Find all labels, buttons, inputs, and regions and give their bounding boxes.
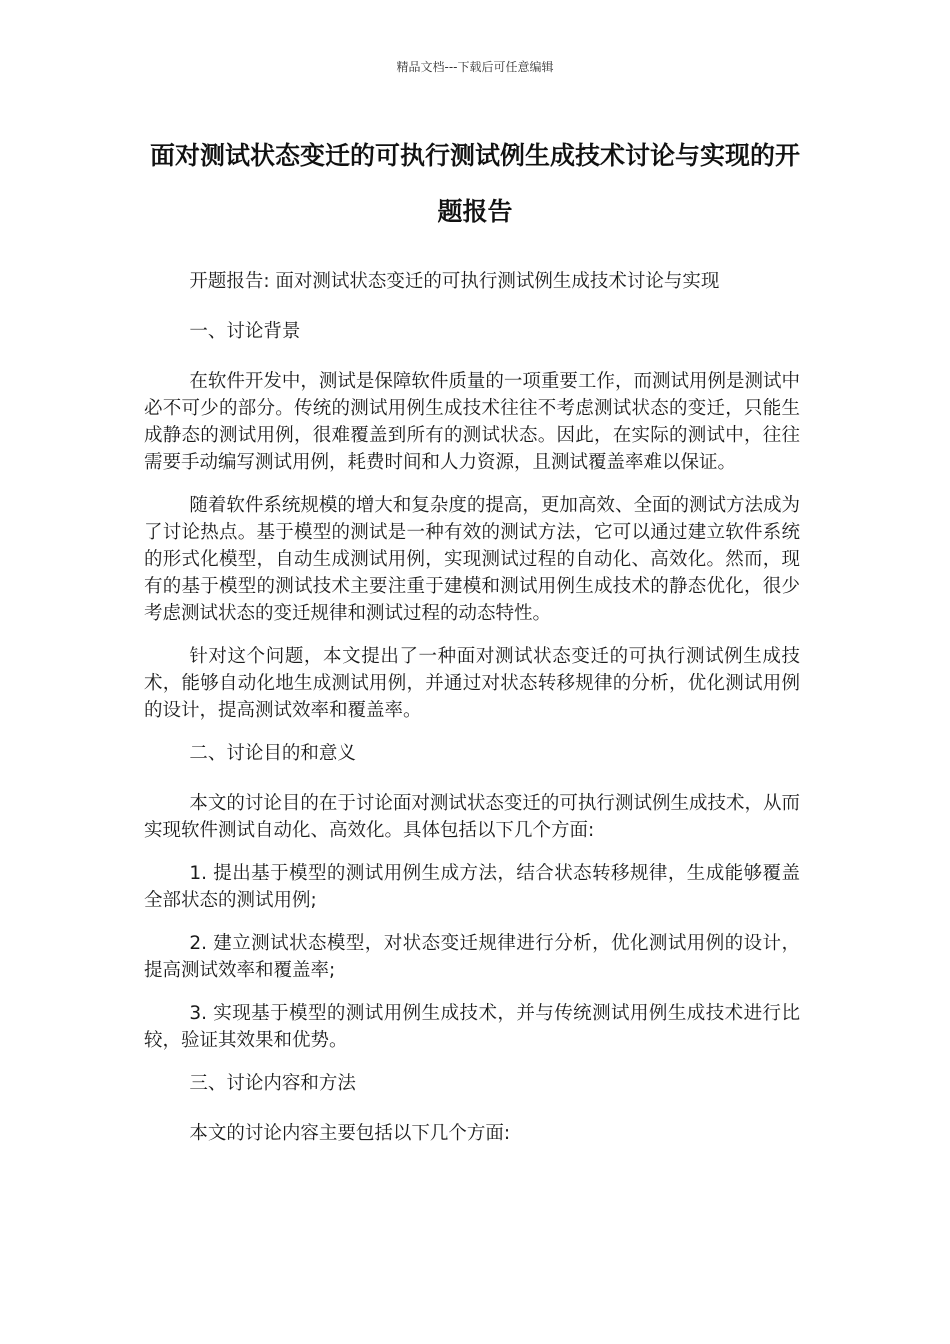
section-heading-content: 三、讨论内容和方法 xyxy=(189,1073,356,1094)
section-heading-background: 一、讨论背景 xyxy=(189,321,301,342)
header-note: 精品文档---下载后可任意编辑 xyxy=(396,60,554,74)
purpose-item-2: 2. 建立测试状态模型，对状态变迁规律进行分析，优化测试用例的设计，提高测试效率和覆盖率; xyxy=(144,933,800,981)
background-paragraph-2: 随着软件系统规模的增大和复杂度的提高，更加高效、全面的测试方法成为了讨论热点。基于模型的测试是一种有效的测试方法，它可以通过建立软件系统的形式化模型，自动生成测试用例，实现测试过程的自动化、高效化。然而，现有的基于模型的测试技术主要注重于建模和测试用例生成技术的静态优化，很少考虑测试状态的变迁规律和测试过程的动态特性。 xyxy=(144,495,800,624)
purpose-item-1: 1. 提出基于模型的测试用例生成方法，结合状态转移规律，生成能够覆盖全部状态的测试用例; xyxy=(144,863,800,911)
background-paragraph-1: 在软件开发中，测试是保障软件质量的一项重要工作，而测试用例是测试中必不可少的部分。传统的测试用例生成技术往往不考虑测试状态的变迁，只能生成静态的测试用例，很难覆盖到所有的测试状态。因此，在实际的测试中，往往需要手动编写测试用例，耗费时间和人力资源，且测试覆盖率难以保证。 xyxy=(144,371,800,473)
report-subject-line: 开题报告: 面对测试状态变迁的可执行测试例生成技术讨论与实现 xyxy=(189,271,720,292)
purpose-item-3: 3. 实现基于模型的测试用例生成技术，并与传统测试用例生成技术进行比较，验证其效果和优势。 xyxy=(144,1003,800,1051)
section-heading-purpose: 二、讨论目的和意义 xyxy=(189,743,356,764)
content-intro-paragraph: 本文的讨论内容主要包括以下几个方面: xyxy=(189,1123,511,1144)
document-title: 面对测试状态变迁的可执行测试例生成技术讨论与实现的开题报告 xyxy=(149,141,800,226)
purpose-paragraph: 本文的讨论目的在于讨论面对测试状态变迁的可执行测试例生成技术，从而实现软件测试自动化、高效化。具体包括以下几个方面: xyxy=(144,793,800,841)
document-body xyxy=(144,268,800,1170)
background-paragraph-3: 针对这个问题，本文提出了一种面对测试状态变迁的可执行测试例生成技术，能够自动化地生成测试用例，并通过对状态转移规律的分析，优化测试用例的设计，提高测试效率和覆盖率。 xyxy=(144,646,800,721)
